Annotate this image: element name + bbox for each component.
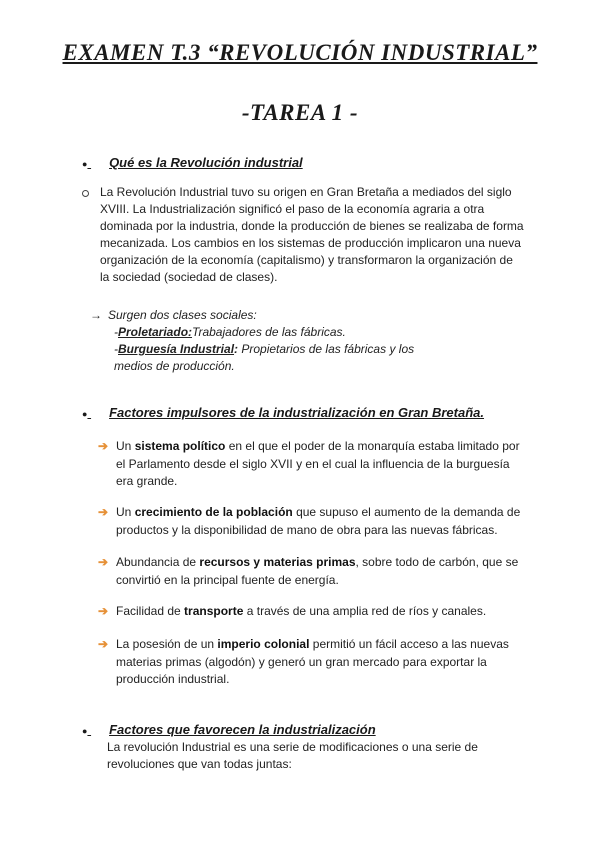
orange-arrow-icon: ➔ (98, 439, 109, 453)
document-subtitle: -TAREA 1 - (241, 100, 359, 125)
class-prefix: - (114, 342, 118, 356)
orange-arrow-icon: ➔ (98, 604, 109, 618)
section3-paragraph: La revolución Industrial es una serie de modificaciones o una serie de revoluciones que van todas juntas: (107, 740, 478, 771)
right-arrow-icon: → (90, 308, 102, 322)
section-heading-factores-impulsores (82, 405, 484, 420)
intro-paragraph: La Revolución Industrial tuvo su origen en Gran Bretaña a mediados del siglo XVIII. La Industrialización significó el paso de la economía agraria a otra dominada por la industria, donde la producción de bienes se realizaba de forma mecanizada. Los cambios en los sistemas de producción implicaron una nueva organización de la economía (capitalismo) y transformaron la organización de la sociedad (sociedad de clases). (100, 185, 524, 284)
social-classes-intro (90, 307, 444, 324)
class-term: Proletariado: (118, 325, 193, 339)
social-classes-block (90, 307, 444, 375)
factor-text: Facilidad de transporte a través de una amplia red de ríos y canales. (116, 604, 487, 618)
class-description: Propietarios de las fábricas y los medios de producción. (114, 342, 415, 373)
factor-text: Un crecimiento de la población que supuso el aumento de la demanda de productos y la disponibilidad de mano de obra para las nuevas fábricas. (116, 505, 521, 537)
class-burguesia (114, 341, 444, 375)
orange-arrow-icon: ➔ (98, 637, 109, 651)
factor-text: La posesión de un imperio colonial permitió un fácil acceso a las nuevas materias primas (algodón) y generó un gran mercado para exportar la producción industrial. (116, 637, 509, 686)
section-heading-que-es (82, 155, 303, 170)
document-title: EXAMEN T.3 “REVOLUCIÓN INDUSTRIAL” (62, 40, 538, 65)
bullet-dot-icon: ● (82, 725, 88, 736)
bullet-dot-icon: ● (82, 158, 88, 169)
hollow-bullet-icon (82, 190, 89, 197)
factor-item (98, 636, 528, 689)
bullet-dot-icon: ● (82, 408, 88, 419)
class-prefix: - (114, 325, 118, 339)
factor-item (98, 504, 528, 539)
orange-arrow-icon: ➔ (98, 555, 109, 569)
section-heading-factores-favorecen (82, 722, 376, 737)
section-heading-text: Factores impulsores de la industrialización en Gran Bretaña. (109, 405, 485, 420)
class-proletariado (114, 324, 444, 341)
factor-text: Un sistema político en el que el poder de la monarquía estaba limitado por el Parlamento desde el siglo XVII y en el cual la influencia de la burguesía era grande. (116, 439, 520, 488)
section-heading-text: Factores que favorecen la industrialización (109, 722, 376, 737)
factor-item (98, 554, 528, 589)
factor-item (98, 438, 528, 491)
class-colon: : (234, 342, 239, 356)
section-heading-text: Qué es la Revolución industrial (109, 155, 303, 170)
orange-arrow-icon: ➔ (98, 505, 109, 519)
class-term: Burguesía Industrial (118, 342, 235, 356)
classes-intro-text: Surgen dos clases sociales: (108, 308, 257, 322)
class-description: Trabajadores de las fábricas. (192, 325, 346, 339)
factor-item (98, 603, 528, 621)
factor-text: Abundancia de recursos y materias primas, sobre todo de carbón, que se convirtió en la principal fuente de energía. (116, 555, 519, 587)
